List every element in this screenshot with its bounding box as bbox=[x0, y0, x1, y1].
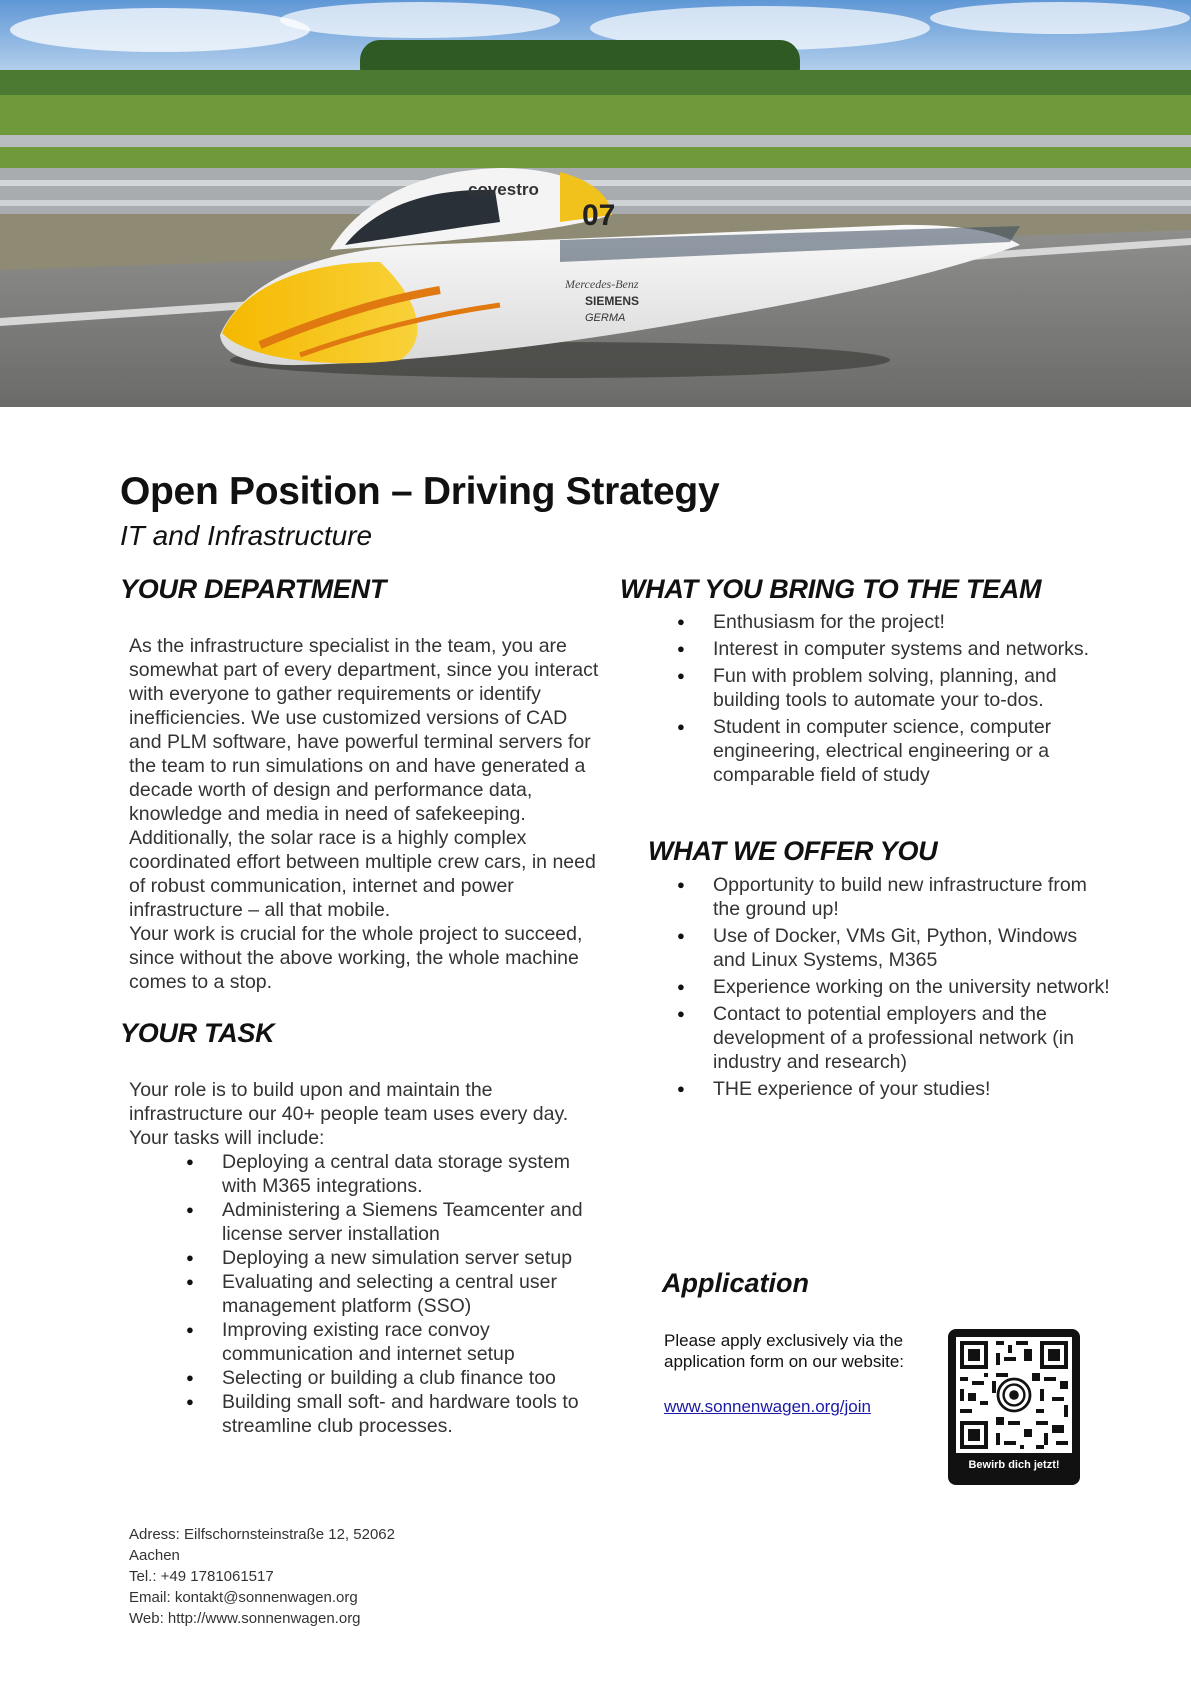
sponsor-germa: GERMA bbox=[585, 312, 626, 324]
qr-code-pattern bbox=[956, 1337, 1072, 1453]
department-text bbox=[129, 634, 599, 994]
footer-email: Email: kontakt@sonnenwagen.org bbox=[129, 1589, 358, 1606]
page-subtitle: IT and Infrastructure bbox=[120, 520, 373, 551]
hero-image bbox=[0, 0, 1191, 407]
footer-phone: Tel.: +49 1781061517 bbox=[129, 1568, 274, 1585]
list-item: ● Fun with problem solving, planning, and building tools to automate your to-dos. bbox=[713, 664, 1113, 712]
task-heading: YOUR TASK bbox=[120, 1018, 275, 1048]
list-item: ● Deploying a new simulation server setup bbox=[222, 1246, 602, 1270]
footer-address: Adress: Eilfschornsteinstraße 12, 52062 Aachen bbox=[129, 1526, 395, 1564]
sponsor-siemens: SIEMENS bbox=[585, 294, 640, 308]
list-item: ● Improving existing race convoy communication and internet setup bbox=[222, 1318, 602, 1366]
task-section bbox=[129, 1078, 599, 1438]
application-text: Please apply exclusively via the application form on our website: bbox=[664, 1331, 905, 1371]
task-intro: Your role is to build upon and maintain the infrastructure our 40+ people team uses every day. Your tasks will include: bbox=[129, 1079, 569, 1149]
car-number: 07 bbox=[582, 199, 616, 232]
qr-code[interactable] bbox=[948, 1329, 1080, 1485]
offer-heading: WHAT WE OFFER YOU bbox=[648, 836, 938, 866]
department-heading: YOUR DEPARTMENT bbox=[120, 574, 387, 604]
department-paragraph-2: Your work is crucial for the whole project to succeed, since without the above working, the whole machine comes to a stop. bbox=[129, 923, 583, 993]
sponsor-mercedes: Mercedes-Benz bbox=[565, 277, 639, 291]
list-item: ● Enthusiasm for the project! bbox=[713, 610, 1113, 634]
list-item: ● Student in computer science, computer engineering, electrical engineering or a comparable field of study bbox=[713, 715, 1113, 787]
list-item: ● Experience working on the university network! bbox=[713, 975, 1113, 999]
list-item: ● Administering a Siemens Teamcenter and license server installation bbox=[222, 1198, 602, 1246]
list-item: ● Selecting or building a club finance too bbox=[222, 1366, 602, 1390]
department-paragraph-1: As the infrastructure specialist in the team, you are somewhat part of every department, since you interact with everyone to gather requirements or identify inefficiencies. We use customized versions of CAD and PLM software, have powerful terminal servers for the team to run simulations on and have generated a decade worth of design and performance data, knowledge and media in need of safekeeping. Additionally, the solar race is a highly complex coordinated effort between multiple crew cars, in need of robust communication, internet and power infrastructure – all that mobile. bbox=[129, 635, 599, 921]
footer-web: Web: http://www.sonnenwagen.org bbox=[129, 1610, 361, 1627]
list-item: ● THE experience of your studies! bbox=[713, 1077, 1113, 1101]
list-item: ● Opportunity to build new infrastructure from the ground up! bbox=[713, 873, 1113, 921]
list-item: ● Contact to potential employers and the development of a professional network (in industry and research) bbox=[713, 1002, 1113, 1074]
application-heading: Application bbox=[662, 1268, 809, 1298]
list-item: ● Evaluating and selecting a central user management platform (SSO) bbox=[222, 1270, 602, 1318]
bring-list bbox=[713, 610, 1113, 790]
qr-label: Bewirb dich jetzt! bbox=[968, 1459, 1060, 1471]
list-item: ● Building small soft- and hardware tools to streamline club processes. bbox=[222, 1390, 602, 1438]
application-link[interactable]: www.sonnenwagen.org/join bbox=[664, 1397, 871, 1416]
list-item: ● Interest in computer systems and networks. bbox=[713, 637, 1113, 661]
offer-list bbox=[713, 873, 1113, 1104]
task-list bbox=[129, 1150, 602, 1438]
footer-contact bbox=[129, 1524, 449, 1629]
list-item: ● Use of Docker, VMs Git, Python, Windows and Linux Systems, M365 bbox=[713, 924, 1113, 972]
sponsor-covestro: covestro bbox=[468, 180, 539, 199]
page-title: Open Position – Driving Strategy bbox=[120, 470, 720, 513]
list-item: ● Deploying a central data storage system with M365 integrations. bbox=[222, 1150, 602, 1198]
bring-heading: WHAT YOU BRING TO THE TEAM bbox=[620, 574, 1042, 604]
